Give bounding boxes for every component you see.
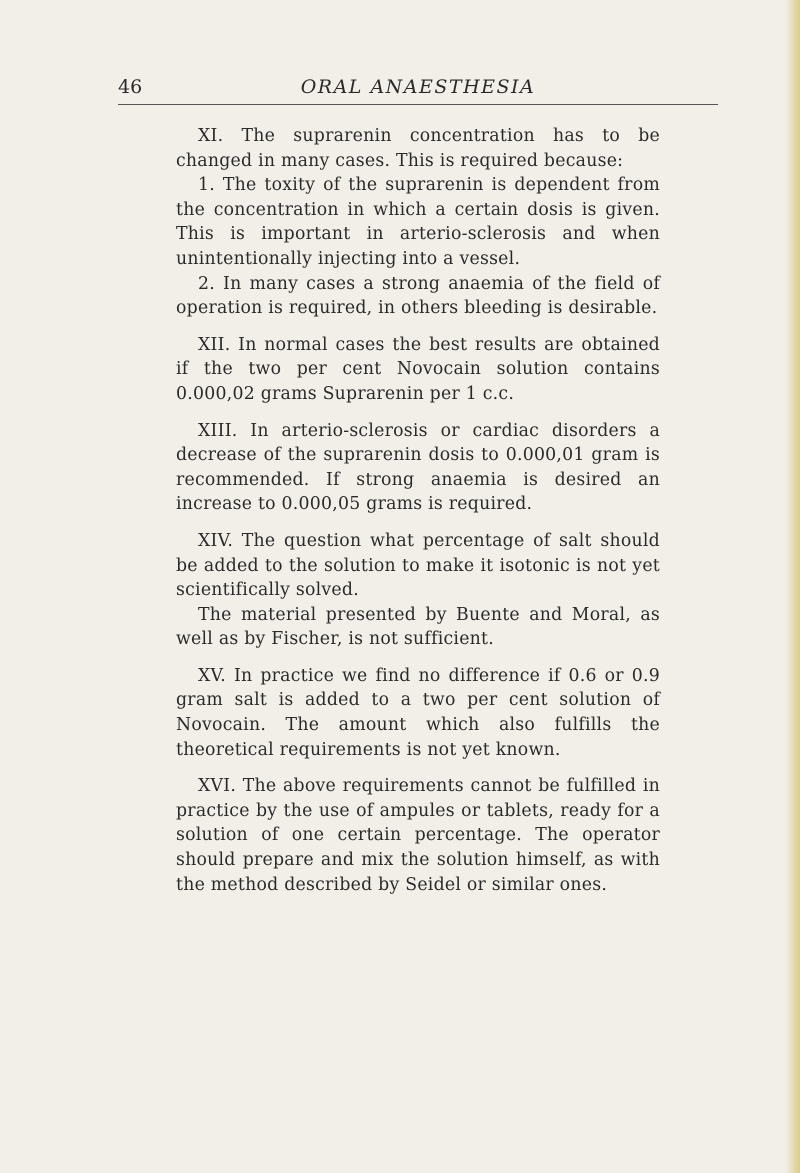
page-header <box>118 76 718 106</box>
paragraph-xii: XII. In normal cases the best results are obtained if the two per cent Novocain solution contains 0.000,02 grams Suprarenin per 1 c.c. <box>176 334 660 404</box>
paragraph-xiv: XIV. The question what percentage of salt should be added to the solution to make it isotonic is not yet scientifically solved. <box>176 530 660 601</box>
paragraph-xv: XV. In practice we find no difference if 0.6 or 0.9 gram salt is added to a two per cent solution of Novocain. The amount which also fulfills the theoretical requirements is not yet known. <box>176 665 660 760</box>
paragraph-xi: XI. The suprarenin concentration has to be changed in many cases. This is required because: <box>176 126 660 171</box>
page-edge <box>786 0 800 1173</box>
paragraph-xi-point-2: 2. In many cases a strong anaemia of the field of operation is required, in others bleeding is desirable. <box>176 273 660 319</box>
paragraph-xiii: XIII. In arterio-sclerosis or cardiac disorders a decrease of the suprarenin dosis to 0.000,01 gram is recommended. If strong anaemia is desired an increase to 0.000,05 grams is required. <box>176 420 660 515</box>
paragraph-xi-point-1: 1. The toxity of the suprarenin is dependent from the concentration in which a certain dosis is given. This is important in arterio-sclerosis and when unintentionally injecting into a vessel. <box>176 175 660 269</box>
body-text <box>176 124 660 897</box>
page-number: 46 <box>118 76 143 98</box>
header-rule <box>118 104 718 105</box>
paragraph-xiv-continued: The material presented by Buente and Moral, as well as by Fischer, is not sufficient. <box>176 604 660 650</box>
paragraph-xvi: XVI. The above requirements cannot be fulfilled in practice by the use of ampules or tablets, ready for a solution of one certain percentage. The operator should prepare and mix the solution himself, as with the method described by Seidel or similar ones. <box>176 776 660 895</box>
running-title: ORAL ANAESTHESIA <box>300 76 536 98</box>
